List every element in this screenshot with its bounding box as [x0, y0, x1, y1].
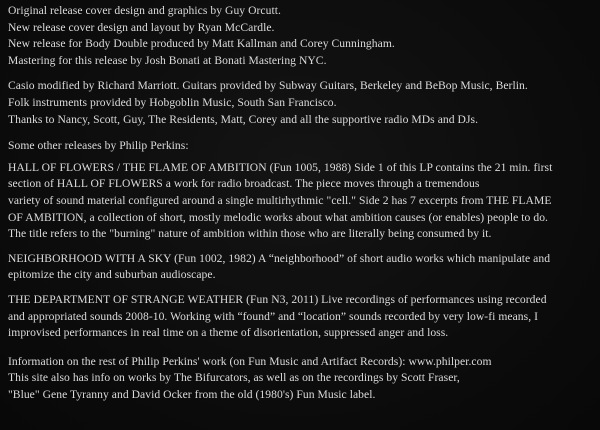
thanks-line: Thanks to Nancy, Scott, Guy, The Residents, Matt, Corey and all the supportive radio MDs and DJs. — [8, 112, 479, 126]
release-text-line: improvised performances in real time on a theme of disorientation, suppressed anger and loss. — [8, 326, 449, 340]
thanks-block — [8, 78, 592, 128]
info-line: Information on the rest of Philip Perkins' work (on Fun Music and Artifact Records): www.philper.com — [8, 354, 492, 368]
release-text-line: The title refers to the "burning" nature of ambition within those who are literally being consumed by it. — [8, 227, 492, 241]
release-text-line: THE DEPARTMENT OF STRANGE WEATHER (Fun N3, 2011) Live recordings of performances using recorded — [8, 292, 547, 306]
info-line: This site also has info on works by The Bifurcators, as well as on the recordings by Scott Fraser, — [8, 371, 460, 385]
release-text-line: epitomize the city and suburban audioscape. — [8, 268, 216, 282]
release-text-line: and appropriated sounds 2008-10. Working with “found” and “location” sounds recorded by very low-fi means, I — [8, 309, 539, 323]
information-block — [8, 354, 592, 404]
credit-line: New release for Body Double produced by Matt Kallman and Corey Cunningham. — [8, 37, 395, 51]
credit-line: New release cover design and layout by Ryan McCardle. — [8, 20, 275, 34]
release-text-line: NEIGHBORHOOD WITH A SKY (Fun 1002, 1982) A “neighborhood” of short audio works which manipulate and — [8, 251, 551, 265]
release-text-line: variety of sound material configured around a single multirhythmic "cell." Side 2 has 7 excerpts from THE FLAME — [8, 193, 552, 207]
release-neighborhood-with-a-sky — [8, 251, 592, 284]
thanks-line: Folk instruments provided by Hobgoblin Music, South San Francisco. — [8, 95, 337, 109]
release-text-line: HALL OF FLOWERS / THE FLAME OF AMBITION (Fun 1005, 1988) Side 1 of this LP contains the 21 min. first — [8, 160, 553, 174]
info-line: "Blue" Gene Tyranny and David Ocker from the old (1980's) Fun Music label. — [8, 387, 376, 401]
release-text-line: OF AMBITION, a collection of short, mostly melodic works about what ambition causes (or enables) people to do. — [8, 210, 548, 224]
other-releases-heading — [8, 138, 592, 155]
credit-line: Mastering for this release by Josh Bonati at Bonati Mastering NYC. — [8, 53, 327, 67]
credits-block — [8, 3, 592, 69]
thanks-line: Casio modified by Richard Marriott. Guitars provided by Subway Guitars, Berkeley and BeBop Music, Berlin. — [8, 79, 528, 93]
credit-line: Original release cover design and graphics by Guy Orcutt. — [8, 4, 281, 17]
release-hall-of-flowers — [8, 160, 592, 243]
section-heading: Some other releases by Philip Perkins: — [8, 139, 189, 153]
release-text-line: section of HALL OF FLOWERS a work for radio broadcast. The piece moves through a tremendous — [8, 177, 480, 191]
release-department-of-strange-weather — [8, 292, 592, 342]
